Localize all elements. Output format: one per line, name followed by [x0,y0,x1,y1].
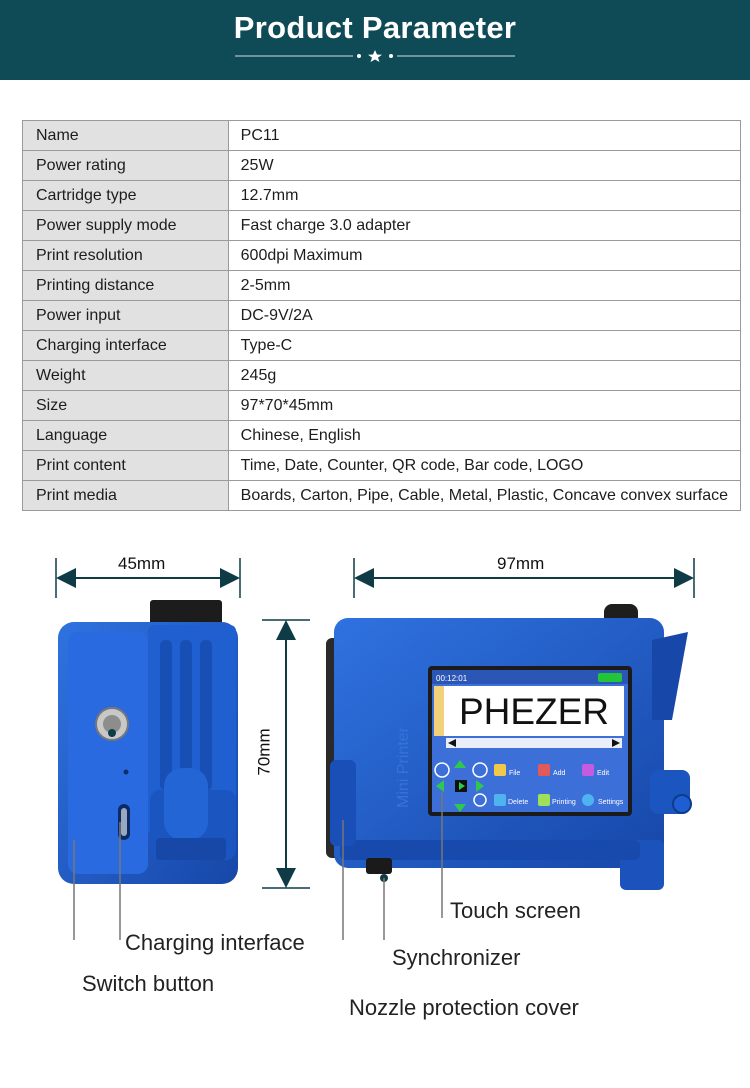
param-key: Print resolution [23,241,229,271]
param-value: DC-9V/2A [228,301,740,331]
table-row [23,301,741,331]
param-value: Type-C [228,331,740,361]
table-row [23,421,741,451]
param-value: 12.7mm [228,181,740,211]
page-header [0,0,750,80]
param-value: PC11 [228,121,740,151]
screen-menu-label: Edit [597,770,610,777]
table-row [23,181,741,211]
param-value: Fast charge 3.0 adapter [228,211,740,241]
param-key: Weight [23,361,229,391]
param-value: 25W [228,151,740,181]
screen-menu-label: Add [553,770,566,777]
table-row [23,481,741,511]
param-key: Name [23,121,229,151]
table-row [23,331,741,361]
callout-nozzle-cover: Nozzle protection cover [349,995,579,1020]
param-key: Power supply mode [23,211,229,241]
table-row [23,121,741,151]
table-row [23,151,741,181]
height-label: 70mm [254,728,274,776]
product-diagram [0,540,750,940]
callout-synchronizer: Synchronizer [392,945,521,970]
callout-switch-button: Switch button [82,971,215,996]
length-label: 97mm [497,554,545,573]
printer-front-view [326,604,691,890]
param-value: 245g [228,361,740,391]
screen-time: 00:12:01 [436,674,468,683]
param-key: Size [23,391,229,421]
printer-side-view [58,600,238,884]
callout-touch-screen: Touch screen [450,898,581,923]
param-value: Chinese, English [228,421,740,451]
width-label: 45mm [118,554,166,573]
param-key: Power rating [23,151,229,181]
screen-menu-label: Delete [508,799,529,806]
param-key: Language [23,421,229,451]
title-ornament [235,50,515,62]
parameter-table [22,120,741,511]
screen-menu-label: Printing [552,799,576,806]
param-value: 97*70*45mm [228,391,740,421]
screen-menu-label: File [509,770,521,777]
param-key: Print content [23,451,229,481]
param-value: 600dpi Maximum [228,241,740,271]
param-key: Power input [23,301,229,331]
table-row [23,271,741,301]
screen-menu-label: Settings [598,799,624,806]
callout-charging-interface: Charging interface [125,930,305,955]
param-value: 2-5mm [228,271,740,301]
battery-icon [598,673,622,682]
param-key: Printing distance [23,271,229,301]
screen-brand: PHEZER [458,691,610,732]
param-key: Charging interface [23,331,229,361]
param-key: Print media [23,481,229,511]
param-value: Time, Date, Counter, QR code, Bar code, LOGO [228,451,740,481]
table-row [23,211,741,241]
table-row [23,361,741,391]
table-row [23,451,741,481]
page-title: Product Parameter [233,10,517,45]
table-row [23,241,741,271]
param-value: Boards, Carton, Pipe, Cable, Metal, Plastic, Concave convex surface [228,481,740,511]
param-key: Cartridge type [23,181,229,211]
device-engraving: Mini Printer [395,727,412,808]
table-row [23,391,741,421]
